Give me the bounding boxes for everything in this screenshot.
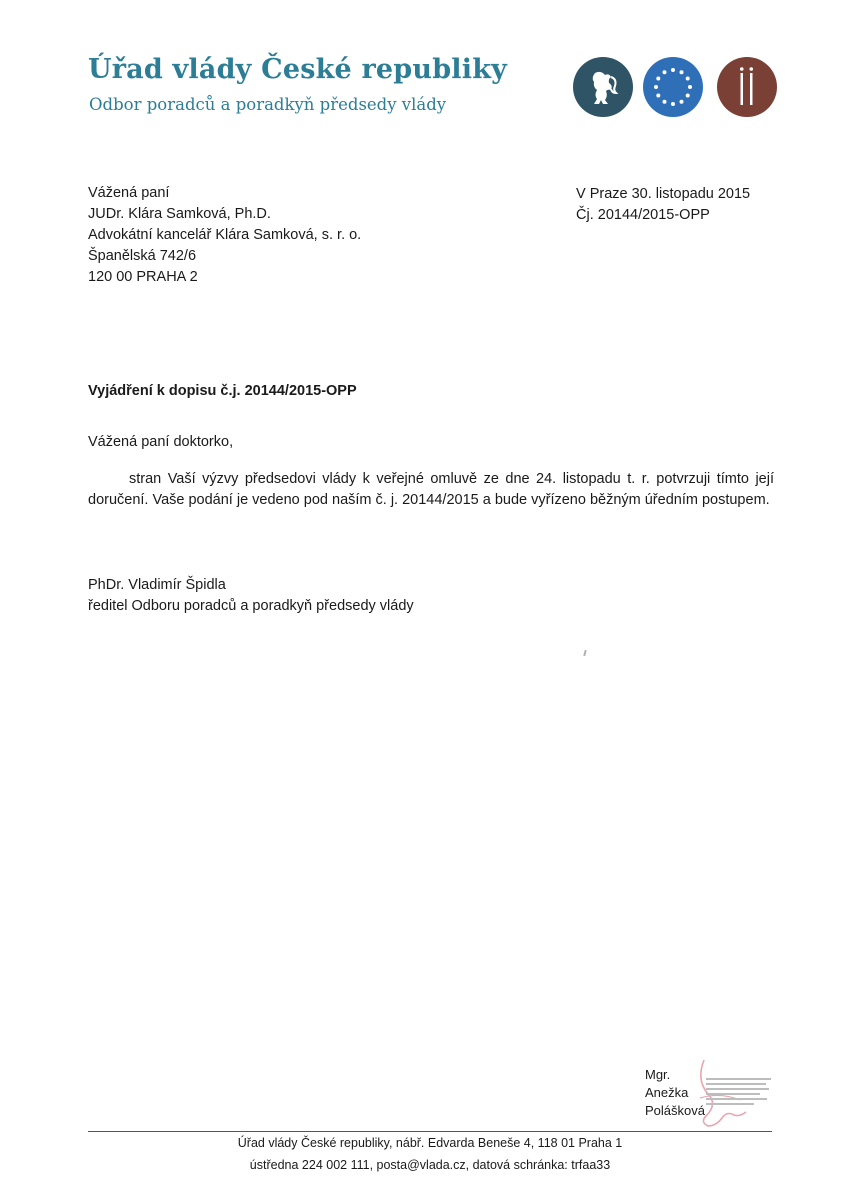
organization-name: Úřad vlády České republiky <box>88 54 508 85</box>
esign-line: Mgr. <box>645 1067 671 1082</box>
signer-name: PhDr. Vladimír Špidla <box>88 577 226 593</box>
footer-divider <box>88 1131 772 1132</box>
signer-title: ředitel Odboru poradců a poradkyň předsedy vlády <box>88 598 414 614</box>
salutation: Vážená paní doktorko, <box>88 434 234 450</box>
lion-emblem-icon <box>573 57 633 117</box>
recipient-address <box>88 183 361 288</box>
letter-date: V Praze 30. listopadu 2015 <box>576 186 751 202</box>
esign-line: Polášková <box>645 1103 705 1118</box>
eu-stars-icon <box>643 57 703 117</box>
digital-signature-details <box>706 1078 774 1114</box>
scan-mark <box>583 650 586 656</box>
letter-body: stran Vaší výzvy předsedovi vlády k veřejné omluvě ze dne 24. listopadu t. r. potvrzuji tímto její doručení. Vaše podání je vedeno pod naším č. j. 20144/2015 a bude vyřízeno běžným úředním postupem. <box>88 471 774 508</box>
date-reference-block <box>576 184 750 226</box>
signature-block <box>88 575 414 617</box>
recipient-line: Vážená paní <box>88 185 170 201</box>
esign-line: Anežka <box>645 1085 689 1100</box>
recipient-line: Španělská 742/6 <box>88 248 197 264</box>
ii-mark-icon <box>717 57 777 117</box>
reference-number: Čj. 20144/2015-OPP <box>576 207 710 223</box>
recipient-line: Advokátní kancelář Klára Samková, s. r. o. <box>88 227 362 243</box>
recipient-line: 120 00 PRAHA 2 <box>88 269 198 285</box>
footer-contact: ústředna 224 002 111, posta@vlada.cz, datová schránka: trfaa33 <box>249 1158 611 1172</box>
letter-subject: Vyjádření k dopisu č.j. 20144/2015-OPP <box>88 383 357 399</box>
footer-address: Úřad vlády České republiky, nábř. Edvarda Beneše 4, 118 01 Praha 1 <box>237 1136 623 1150</box>
recipient-line: JUDr. Klára Samková, Ph.D. <box>88 206 271 222</box>
department-name: Odbor poradců a poradkyň předsedy vlády <box>89 95 447 114</box>
